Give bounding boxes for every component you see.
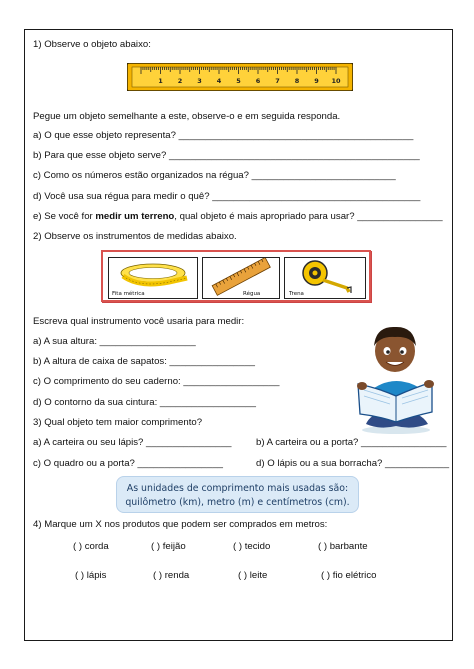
ruler-card	[202, 257, 280, 299]
ruler-label: Régua	[243, 291, 261, 297]
trena-card	[284, 257, 366, 299]
q4-option-lapis[interactable]: ( ) lápis	[75, 570, 107, 581]
q1-b: b) Para que esse objeto serve? _______________________________________________	[33, 150, 420, 161]
q2-title: 2) Observe os instrumentos de medidas abaixo.	[33, 231, 237, 242]
q2-c: c) O comprimento do seu caderno: __________________	[33, 376, 280, 387]
q1-title: 1) Observe o objeto abaixo:	[33, 39, 151, 50]
q4-option-fio-eletrico[interactable]: ( ) fio elétrico	[321, 570, 377, 581]
q1-intro: Pegue um objeto semelhante a este, observe-o e em seguida responda.	[33, 111, 341, 122]
units-info-line2: quilômetro (km), metro (m) e centímetros (cm).	[125, 497, 350, 508]
q2-a: a) A sua altura: __________________	[33, 336, 196, 347]
q1-e-post: , qual objeto é mais apropriado para usar? ________________	[174, 211, 443, 222]
ruler-icon	[203, 258, 279, 298]
q2-d: d) O contorno da sua cintura: __________________	[33, 397, 256, 408]
q2-b: b) A altura de caixa de sapatos: ________________	[33, 356, 255, 367]
ruler-number: 10	[331, 77, 341, 85]
q3-a: a) A carteira ou seu lápis? ________________	[33, 437, 232, 448]
q4-option-corda[interactable]: ( ) corda	[73, 541, 109, 552]
instruments-panel	[101, 250, 371, 302]
q3-d: d) O lápis ou a sua borracha? ____________	[256, 458, 450, 469]
ruler-number: 5	[236, 77, 241, 85]
q4-option-renda[interactable]: ( ) renda	[153, 570, 190, 581]
ruler-number: 4	[216, 77, 222, 85]
q1-c: c) Como os números estão organizados na régua? ___________________________	[33, 170, 396, 181]
q3-b: b) A carteira ou a porta? ________________	[256, 437, 447, 448]
tape-measure-card	[108, 257, 198, 299]
ruler-number: 3	[197, 77, 202, 85]
q4-option-feijao[interactable]: ( ) feijão	[151, 541, 186, 552]
tape-measure-label: Fita métrica	[112, 291, 145, 297]
ruler-image	[127, 63, 353, 91]
q4-title: 4) Marque um X nos produtos que podem ser comprados em metros:	[33, 519, 328, 530]
q4-option-tecido[interactable]: ( ) tecido	[233, 541, 271, 552]
q1-e-bold: medir um terreno	[95, 211, 175, 222]
q4-option-barbante[interactable]: ( ) barbante	[318, 541, 368, 552]
boy-reading-illustration	[352, 318, 434, 436]
units-info-line1: As unidades de comprimento mais usadas são:	[126, 483, 349, 494]
q3-title: 3) Qual objeto tem maior comprimento?	[33, 417, 203, 428]
q1-e	[33, 211, 443, 223]
ruler-number: 2	[177, 77, 183, 85]
units-info-box	[116, 476, 359, 513]
q2-prompt: Escreva qual instrumento você usaria para medir:	[33, 316, 245, 327]
trena-label: Trena	[289, 291, 304, 297]
q4-option-leite[interactable]: ( ) leite	[238, 570, 268, 581]
q1-a: a) O que esse objeto representa? ____________________________________________	[33, 130, 414, 141]
ruler-number: 9	[314, 77, 319, 85]
ruler-number: 7	[275, 77, 280, 85]
q1-e-pre: e) Se você for	[33, 211, 96, 222]
q3-c: c) O quadro ou a porta? ________________	[33, 458, 223, 469]
ruler-number: 8	[294, 77, 300, 85]
ruler-number: 6	[255, 77, 261, 85]
q1-d: d) Você usa sua régua para medir o quê? _______________________________________	[33, 191, 421, 202]
ruler-number: 1	[158, 77, 163, 85]
